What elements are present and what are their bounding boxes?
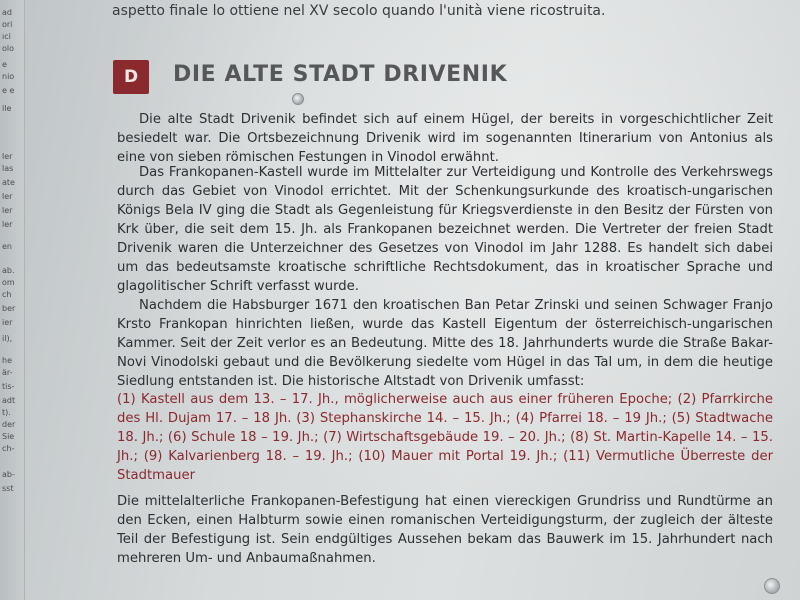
margin-fragment: olo: [2, 44, 15, 53]
margin-fragment: ab-: [2, 470, 15, 479]
margin-fragment: lle: [2, 104, 12, 113]
margin-fragment: sst: [2, 484, 14, 493]
paragraph-habsburg: Nachdem die Habsburger 1671 den kroatischen Ban Petar Zrinski und seinen Schwager Franjo Krsto Frankopan hinrichten ließen, wurde das Kastell Eigentum der österreichisch-ungarischen Kammer. Seit der Zeit verlor es an Bedeutung. Mitte des 18. Jahrhunderts wurde die Straße Bakar-Novi Vinodolski gebaut und die Bevölkerung siedelte vom Hügel in das Tal um, in dem die heutige Siedlung entstanden ist. Die historische Altstadt von Drivenik umfasst:: [117, 298, 773, 389]
margin-fragment: ori: [2, 20, 13, 29]
section-badge: D: [113, 60, 149, 94]
screw-icon: [292, 93, 304, 105]
margin-fragment: e: [2, 60, 7, 69]
margin-fragment: he: [2, 356, 12, 365]
margin-fragment: ier: [2, 318, 13, 327]
top-italian-text: aspetto finale lo ottiene nel XV secolo quando l'unità viene ricostruita.: [112, 3, 606, 19]
section-title: DIE ALTE STADT DRIVENIK: [173, 62, 508, 87]
margin-fragment: adt: [2, 396, 16, 405]
margin-fragment: ler: [2, 192, 13, 201]
margin-fragment: ate: [2, 178, 15, 187]
margin-fragment: Sie: [2, 432, 15, 441]
margin-fragment: ad: [2, 8, 12, 17]
margin-fragment: en: [2, 242, 12, 251]
margin-fragment: ch: [2, 290, 12, 299]
margin-fragment: il),: [2, 334, 13, 343]
margin-fragment: är-: [2, 368, 13, 377]
margin-fragment: der: [2, 420, 16, 429]
left-adjacent-panel: [0, 0, 25, 600]
margin-fragment: ch-: [2, 444, 15, 453]
margin-fragment: om: [2, 278, 15, 287]
margin-fragment: ber: [2, 304, 16, 313]
paragraph-fortification: Die mittelalterliche Frankopanen-Befestigung hat einen viereckigen Grundriss und Rundtürme an den Ecken, einen Halbturm sowie einen romanischen Verteidigungsturm, der zugleich der älteste Teil der Befestigung ist. Sein endgültiges Aussehen bekam das Bauwerk im 15. Jahrhundert nach mehreren Um- und Anbaumaßnahmen.: [117, 494, 773, 566]
margin-fragment: las: [2, 164, 14, 173]
paragraph-history: Das Frankopanen-Kastell wurde im Mittelalter zur Verteidigung und Kontrolle des Verkehrswegs durch das Gebiet von Vinodol errichtet. Mit der Schenkungsurkunde des kroatisch-ungarischen Königs Bela IV ging die Stadt als Gegenleistung für Kriegsverdienste in den Besitz der Fürsten von Krk über, die seit dem 15. Jh. als Frankopanen bezeichnet werden. Die Vertreter der freien Stadt Drivenik waren die Unterzeichner des Gesetzes von Vinodol im Jahr 1288. Es handelt sich dabei um das bedeutsamste kroatische schriftliche Rechtsdokument, das in kroatischer Sprache und glagolitischer Schrift verfasst wurde.: [117, 165, 773, 294]
screw-icon: [764, 578, 780, 594]
margin-fragment: ıci: [2, 32, 11, 41]
margin-fragment: e e: [2, 86, 15, 95]
margin-fragment: tis-: [2, 382, 15, 391]
paragraph-intro: Die alte Stadt Drivenik befindet sich auf einem Hügel, der bereits in vorgeschichtlicher Zeit besiedelt war. Die Ortsbezeichnung Drivenik wird im sogenannten Itinerarium von Antonius als eine von sieben römischen Festungen in Vinodol erwähnt.: [117, 112, 773, 165]
margin-fragment: ler: [2, 152, 13, 161]
paragraph-site-list: (1) Kastell aus dem 13. – 17. Jh., möglicherweise auch aus einer früheren Epoche; (2) Pfarrkirche des Hl. Dujam 17. – 18 Jh. (3) Stephanskirche 14. – 15. Jh.; (4) Pfarrei 18. – 19 Jh.; (5) Stadtwache 18. Jh.; (6) Schule 18 – 19. Jh.; (7) Wirtschaftsgebäude 19. – 20. Jh.; (8) St. Martin-Kapelle 14. – 15. Jh.; (9) Kalvarienberg 18. – 19. Jh.; (10) Mauer mit Portal 19. Jh.; (11) Vermutliche Überreste der Stadtmauer: [117, 392, 773, 483]
margin-fragment: ab.: [2, 266, 15, 275]
margin-fragment: nio: [2, 72, 15, 81]
margin-fragment: t).: [2, 408, 11, 417]
margin-fragment: ler: [2, 206, 13, 215]
margin-fragment: ler: [2, 220, 13, 229]
